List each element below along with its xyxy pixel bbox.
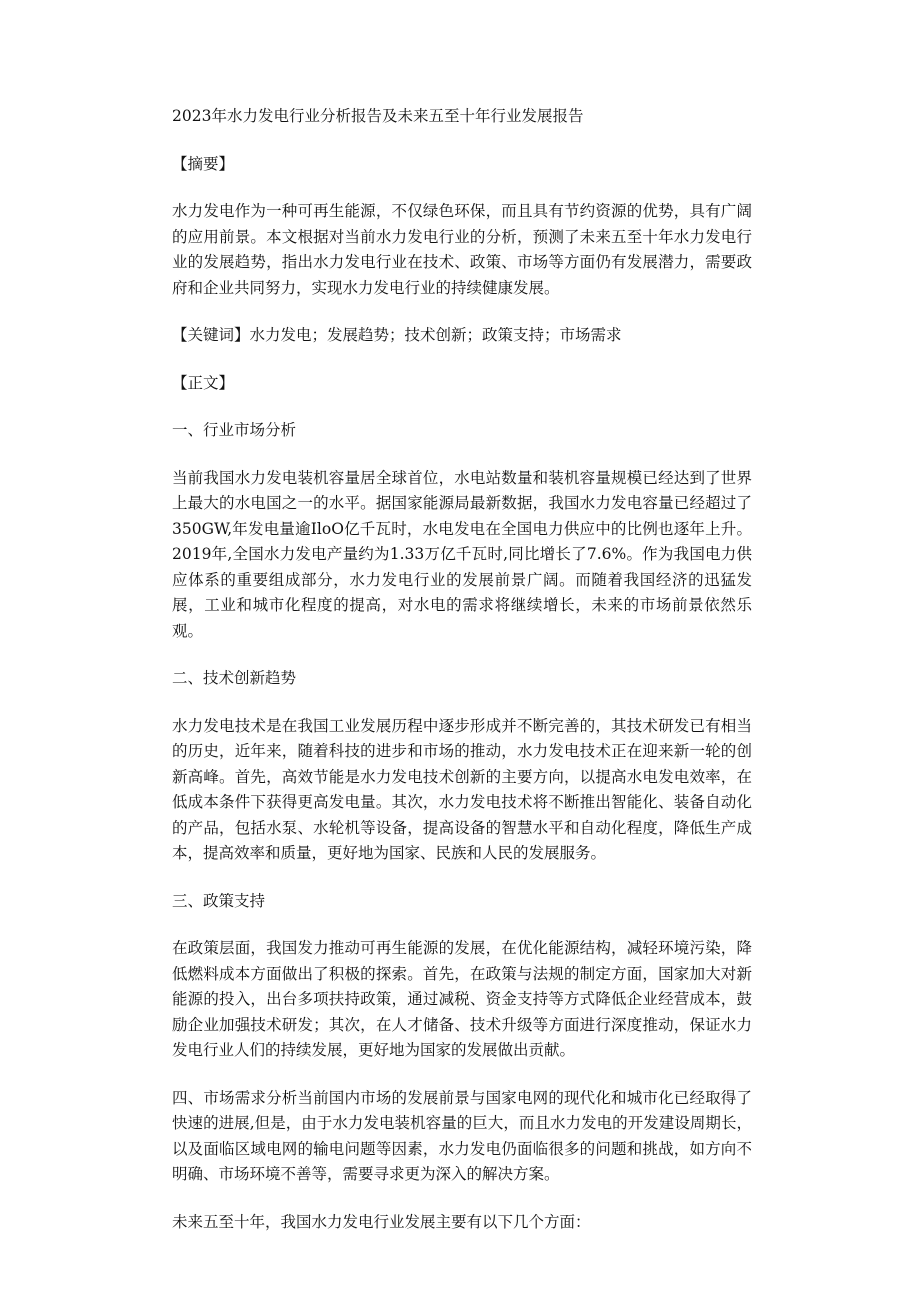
document-title: 2023年水力发电行业分析报告及未来五至十年行业发展报告 xyxy=(172,107,584,125)
section4-text: 四、市场需求分析当前国内市场的发展前景与国家电网的现代化和城市化已经取得了快速的进展,但是，由于水力发电装机容量的巨大，而且水力发电的开发建设周期长，以及面临区域电网的输电问题等因素，水力发电仍面临很多的问题和挑战，如方向不明确、市场环境不善等，需要寻求更为深入的解决方案。 xyxy=(172,1088,752,1183)
section2-heading: 二、技术创新趋势 xyxy=(172,669,297,687)
section1-heading: 一、行业市场分析 xyxy=(172,421,297,439)
abstract-heading: 【摘要】 xyxy=(172,154,235,173)
document-page xyxy=(172,104,752,1235)
section3-heading: 三、政策支持 xyxy=(172,891,266,910)
abstract-text: 水力发电作为一种可再生能源，不仅绿色环保，而且具有节约资源的优势，具有广阔的应用前景。本文根据对当前水力发电行业的分析，预测了未来五至十年水力发电行业的发展趋势，指出水力发电行业在技术、政策、市场等方面仍有发展潜力，需要政府和企业共同努力，实现水力发电行业的持续健康发展。 xyxy=(172,202,752,297)
keywords-line: 【关键词】水力发电；发展趋势；技术创新；政策支持；市场需求 xyxy=(172,326,622,344)
body-heading: 【正文】 xyxy=(172,373,235,392)
section1-text: 当前我国水力发电装机容量居全球首位，水电站数量和装机容量规模已经达到了世界上最大的水电国之一的水平。据国家能源局最新数据，我国水力发电容量已经超过了350GW,年发电量逾IloO亿千瓦时，水电发电在全国电力供应中的比例也逐年上升。2019年,全国水力发电产量约为1.33万亿千瓦时,同比增长了7.6%。作为我国电力供应体系的重要组成部分，水力发电行业的发展前景广阔。而随着我国经济的迅猛发展，工业和城市化程度的提高，对水电的需求将继续增长，未来的市场前景依然乐观。 xyxy=(172,468,752,640)
section2-text: 水力发电技术是在我国工业发展历程中逐步形成并不断完善的，其技术研发已有相当的历史，近年来，随着科技的进步和市场的推动，水力发电技术正在迎来新一轮的创新高峰。首先，高效节能是水力发电技术创新的主要方向，以提高水电发电效率，在低成本条件下获得更高发电量。其次，水力发电技术将不断推出智能化、装备自动化的产品，包括水泵、水轮机等设备，提高设备的智慧水平和自动化程度，降低生产成本，提高效率和质量，更好地为国家、民族和人民的发展服务。 xyxy=(172,716,752,862)
future-intro: 未来五至十年，我国水力发电行业发展主要有以下几个方面： xyxy=(172,1212,591,1231)
section3-text: 在政策层面，我国发力推动可再生能源的发展，在优化能源结构，减轻环境污染，降低燃料成本方面做出了积极的探索。首先，在政策与法规的制定方面，国家加大对新能源的投入，出台多项扶持政策，通过减税、资金支持等方式降低企业经营成本，鼓励企业加强技术研发；其次，在人才储备、技术升级等方面进行深度推动，保证水力发电行业人们的持续发展，更好地为国家的发展做出贡献。 xyxy=(172,939,752,1059)
